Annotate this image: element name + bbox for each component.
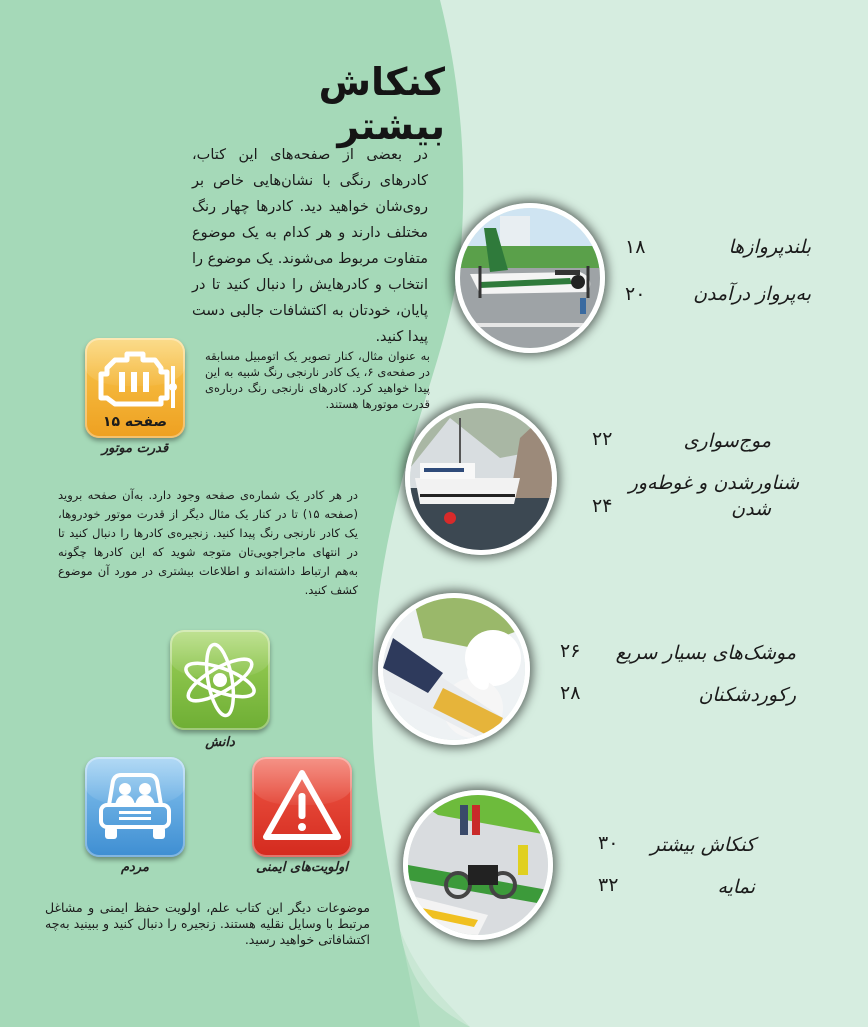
engine-badge-page-label: صفحه ۱۵ bbox=[102, 414, 168, 430]
rocket-image bbox=[378, 593, 530, 745]
toc-item-title-continued[interactable]: شدن bbox=[731, 498, 771, 520]
toc-item-page: ۳۰ bbox=[598, 832, 619, 854]
safety-badge-caption: اولویت‌های ایمنی bbox=[256, 860, 348, 875]
warning-triangle-icon bbox=[252, 757, 352, 857]
street-traffic-image bbox=[403, 790, 553, 940]
page-title: کنکاش بیشتر bbox=[318, 60, 445, 148]
toc-item-page: ۲۲ bbox=[592, 428, 613, 450]
toc-item-title[interactable]: بلندپروازها bbox=[728, 236, 811, 258]
toc-item-title[interactable]: کنکاش بیشتر bbox=[650, 834, 755, 856]
toc-item-page: ۲۸ bbox=[560, 682, 581, 704]
intro-paragraph: در بعضی از صفحه‌های این کتاب، کادرهای رنگی با نشان‌هایی خاص بر روی‌شان خواهید دید. کادرها چهار رنگ مختلف دارند و هر کدام به یک موضوع متفاوت مربوط می‌شوند. یک موضوع را انتخاب و کادرهایش را دنبال کنید تا در پایان، خودتان به اکتشافات جالبی دست پیدا کنید. bbox=[192, 147, 428, 345]
engine-badge bbox=[85, 338, 185, 438]
chain-paragraph: در هر کادر یک شماره‌ی صفحه وجود دارد. به‌آن صفحه بروید (صفحه ۱۵) تا در کنار یک مثال دیگر از قدرت موتور خودروها، یک کادر نارنجی رنگ پیدا کنید. زنجیره‌ی کادرها را دنبال کنید تا در انتهای ماجراجویی‌تان متوجه شوید که این کادرها چگونه به‌هم ارتباط داشته‌اند و اطلاعات بیشتری در مورد آن موضوع کشف کنید. bbox=[58, 488, 358, 597]
car-passengers-icon bbox=[85, 757, 185, 857]
toc-item-page: ۲۰ bbox=[625, 283, 646, 305]
people-badge bbox=[85, 757, 185, 857]
airplane-image bbox=[455, 203, 605, 353]
toc-item-page: ۱۸ bbox=[625, 236, 646, 258]
toc-item-title[interactable]: نمایه bbox=[717, 876, 755, 898]
toc-item-title[interactable]: موشک‌های بسیار سریع bbox=[615, 642, 796, 664]
engine-badge-caption: قدرت موتور bbox=[101, 441, 169, 456]
toc-item-title[interactable]: موج‌سواری bbox=[683, 430, 771, 452]
toc-item-page: ۳۲ bbox=[598, 874, 619, 896]
toc-item-title[interactable]: به‌پرواز درآمدن bbox=[693, 283, 811, 305]
people-badge-caption: مردم bbox=[121, 860, 149, 875]
science-badge-caption: دانش bbox=[205, 735, 235, 750]
toc-item-title[interactable]: شناورشدن و غوطه‌ور bbox=[628, 472, 799, 494]
toc-item-page: ۲۶ bbox=[560, 640, 581, 662]
science-badge bbox=[170, 630, 270, 730]
example-paragraph: به عنوان مثال، کنار تصویر یک اتومبیل مسابقه در صفحه‌ی ۶، یک کادر نارنجی رنگ شبیه به این پیدا خواهید کرد. کادرهای نارنجی رنگ درباره‌ی قدرت موتورها هستند. bbox=[205, 349, 430, 411]
atom-icon bbox=[170, 630, 270, 730]
other-topics-paragraph: موضوعات دیگر این کتاب علم، اولویت حفظ ایمنی و مشاغل مرتبط با وسایل نقلیه هستند. زنجیره را دنبال کنید و ببینید به‌چه اکتشافاتی خواهید رسید. bbox=[45, 900, 370, 947]
toc-item-page: ۲۴ bbox=[592, 495, 613, 517]
toc-item-title[interactable]: رکوردشکنان bbox=[698, 684, 796, 706]
safety-badge bbox=[252, 757, 352, 857]
boat-image bbox=[405, 403, 557, 555]
